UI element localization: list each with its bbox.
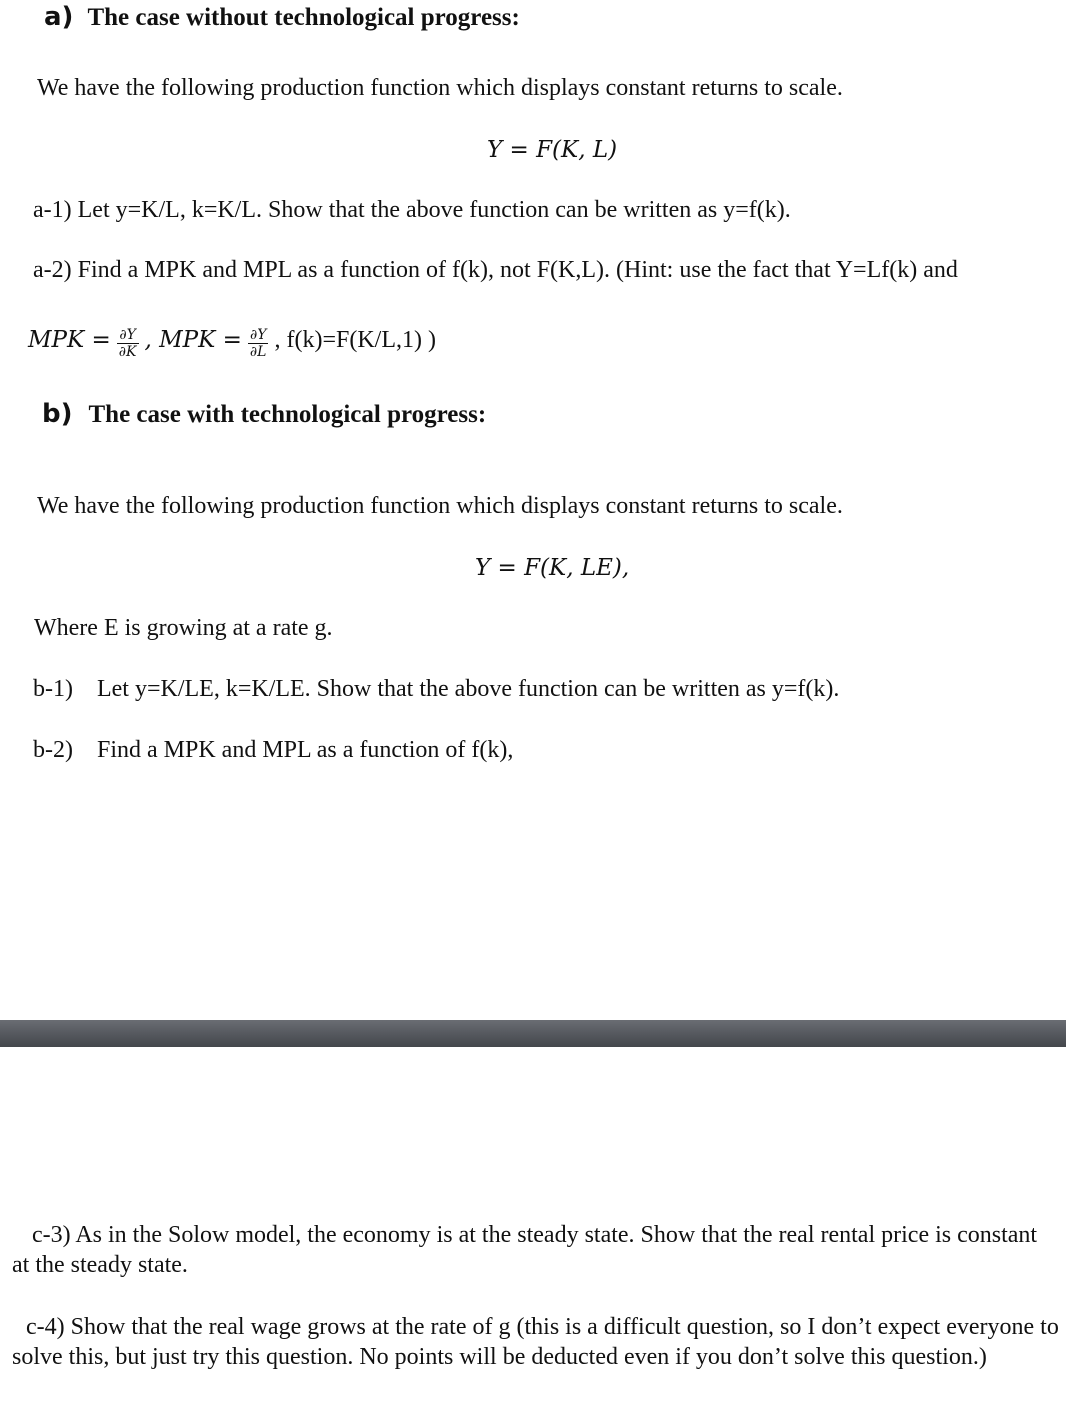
dy-dk-denominator: ∂K: [118, 343, 137, 360]
section-b-heading: [42, 399, 486, 429]
mpk-label: MPK =: [28, 327, 111, 353]
question-a1: a-1) Let y=K/L, k=K/L. Show that the above function can be written as y=f(k).: [33, 197, 791, 223]
section-b-intro: We have the following production function which displays constant returns to scale.: [37, 493, 843, 519]
section-a-intro: We have the following production function which displays constant returns to scale.: [37, 75, 843, 101]
section-b-where: Where E is growing at a rate g.: [34, 615, 333, 641]
dy-dl-denominator: ∂L: [249, 343, 267, 360]
dy-dk-numerator: ∂Y: [117, 327, 139, 344]
hint-formula-line: [28, 316, 436, 367]
section-b-title: The case with technological progress:: [88, 401, 487, 428]
section-a-heading: [44, 2, 520, 32]
question-b1: b-1) Let y=K/LE, k=K/LE. Show that the above function can be written as y=f(k).: [33, 676, 840, 702]
dy-dl-numerator: ∂Y: [248, 327, 269, 344]
section-a-label: a): [44, 2, 74, 32]
dy-dl-fraction: [248, 327, 269, 360]
mpl-label: , MPK =: [144, 327, 242, 353]
hint-tail: , f(k)=F(K/L,1) ): [274, 327, 436, 353]
question-a2: a-2) Find a MPK and MPL as a function of f(k), not F(K,L). (Hint: use the fact that Y=Lf(k) and: [33, 257, 958, 283]
section-b-label: b): [42, 399, 73, 429]
question-c3: c-3) As in the Solow model, the economy is at the steady state. Show that the real rental price is constant at the steady state.: [12, 1222, 1038, 1278]
section-a-title: The case without technological progress:: [87, 4, 520, 31]
question-b2: b-2) Find a MPK and MPL as a function of f(k),: [33, 737, 514, 763]
question-c4: c-4) Show that the real wage grows at the rate of g (this is a difficult question, so I don’t expect everyone to solve this, but just try this question. No points will be deducted even if you don’t solve this question.): [12, 1314, 1059, 1370]
section-a-equation: Y = F(K, L): [487, 137, 618, 163]
page-divider: [0, 1020, 1066, 1047]
dy-dk-fraction: [117, 327, 139, 360]
section-b-equation: Y = F(K, LE),: [475, 555, 630, 581]
